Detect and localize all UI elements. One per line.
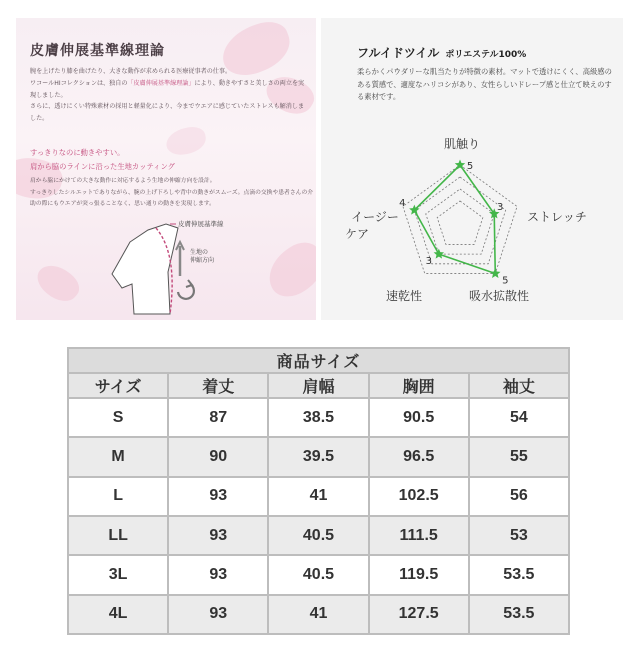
radar-point-star xyxy=(434,249,444,259)
cell-bust: 111.5 xyxy=(369,516,469,555)
cell-bust: 127.5 xyxy=(369,595,469,634)
radar-axis-label-absorption: 吸水拡散性 xyxy=(468,289,530,303)
table-row xyxy=(68,555,569,594)
cell-size: M xyxy=(68,437,168,476)
cell-size: L xyxy=(68,477,168,516)
cell-length: 93 xyxy=(168,516,268,555)
theory-para-2: ワコールHIコレクションは、独自の「皮膚伸展基準線理論」により、動きやすさと美しさの両立を実現しました。 xyxy=(30,79,305,99)
cell-bust: 96.5 xyxy=(369,437,469,476)
cutting-description xyxy=(30,176,315,211)
cell-bust: 90.5 xyxy=(369,398,469,437)
radar-axis-label-quick-dry: 速乾性 xyxy=(385,289,423,303)
cell-length: 93 xyxy=(168,477,268,516)
radar-axis-label-easycare-1: イージー xyxy=(351,210,399,224)
radar-axis-label-easycare-2: ケア xyxy=(344,227,370,241)
header-sleeve: 袖丈 xyxy=(469,373,569,398)
cell-bust: 102.5 xyxy=(369,477,469,516)
highlight-line-1: すっきりなのに動きやすい。 xyxy=(30,148,125,157)
label-baseline: 皮膚伸展基準線 xyxy=(178,220,224,228)
cell-sleeve: 55 xyxy=(469,437,569,476)
header-shoulder: 肩幅 xyxy=(268,373,368,398)
cell-sleeve: 53.5 xyxy=(469,555,569,594)
fabric-theory-panel xyxy=(16,18,316,320)
fabric-spec-panel xyxy=(321,18,623,320)
table-row xyxy=(68,595,569,634)
cell-shoulder: 40.5 xyxy=(268,516,368,555)
cell-length: 90 xyxy=(168,437,268,476)
fabric-composition: ポリエステル100% xyxy=(445,50,527,60)
cell-length: 93 xyxy=(168,595,268,634)
radar-value-label: 3 xyxy=(425,256,433,268)
cell-size: S xyxy=(68,398,168,437)
theory-para-3: さらに、透けにくい特殊素材の採用と軽量化により、今までウエアに感じていたストレスも解消しました。 xyxy=(30,103,305,123)
table-row xyxy=(68,516,569,555)
cutting-para-2: すっきりしたシルエットでありながら、腕の上げ下ろしや背中の動きがスムーズ。点滴の交換や患者さんの介助の際にもウエアが突っ張ることなく、思い通りの動きを実現します。 xyxy=(30,189,314,207)
cell-shoulder: 40.5 xyxy=(268,555,368,594)
header-bust: 胸囲 xyxy=(369,373,469,398)
fabric-name: フルイドツイル xyxy=(357,46,440,60)
radar-value-label: 4 xyxy=(399,198,406,210)
radar-grid-ring xyxy=(437,201,483,244)
cutting-para-1: 肩から脇にかけての大きな動作に対応するよう生地の伸縮方向を設計。 xyxy=(30,178,216,184)
table-row xyxy=(68,477,569,516)
cell-shoulder: 39.5 xyxy=(268,437,368,476)
garment-illustration xyxy=(108,214,288,320)
radar-value-label: 5 xyxy=(502,275,509,287)
radar-value-label: 3 xyxy=(497,201,504,213)
size-table xyxy=(67,347,570,635)
radar-value-label: 5 xyxy=(466,161,474,172)
radar-axis-label-stretch: ストレッチ xyxy=(527,210,587,224)
radar-axis-label-hadazawari: 肌触り xyxy=(443,137,481,151)
label-direction-2: 伸縮方向 xyxy=(190,257,215,264)
header-length: 着丈 xyxy=(168,373,268,398)
cell-length: 87 xyxy=(168,398,268,437)
label-direction-1: 生地の xyxy=(190,249,209,256)
theory-description xyxy=(30,66,310,125)
highlight-line-2: 肩から脇のラインに沿った生地カッティング xyxy=(30,162,175,171)
cell-shoulder: 38.5 xyxy=(268,398,368,437)
table-row xyxy=(68,398,569,437)
petal-decoration xyxy=(32,257,85,308)
cell-sleeve: 53 xyxy=(469,516,569,555)
theory-title: 皮膚伸展基準線理論 xyxy=(30,43,165,59)
cell-shoulder: 41 xyxy=(268,477,368,516)
header-size: サイズ xyxy=(68,373,168,398)
cell-size: 3L xyxy=(68,555,168,594)
cell-bust: 119.5 xyxy=(369,555,469,594)
cell-sleeve: 53.5 xyxy=(469,595,569,634)
cell-sleeve: 54 xyxy=(469,398,569,437)
theory-para-1: 腕を上げたり膝を曲げたり、大きな動作が求められる医療従事者の仕事。 xyxy=(30,68,232,75)
cell-length: 93 xyxy=(168,555,268,594)
theory-highlight xyxy=(30,146,300,174)
fabric-radar-chart xyxy=(321,18,623,320)
fabric-description: 柔らかくパウダリーな肌当たりが特徴の素材。マットで透けにくく、高級感のある質感で、適度なハリコシがあり、女性らしいドレープ感と仕立て映えのする素材です。 xyxy=(357,67,612,102)
cell-size: 4L xyxy=(68,595,168,634)
cell-shoulder: 41 xyxy=(268,595,368,634)
cell-sleeve: 56 xyxy=(469,477,569,516)
size-table-caption: 商品サイズ xyxy=(68,348,569,373)
radar-point-star xyxy=(490,268,500,278)
cell-size: LL xyxy=(68,516,168,555)
table-row xyxy=(68,437,569,476)
